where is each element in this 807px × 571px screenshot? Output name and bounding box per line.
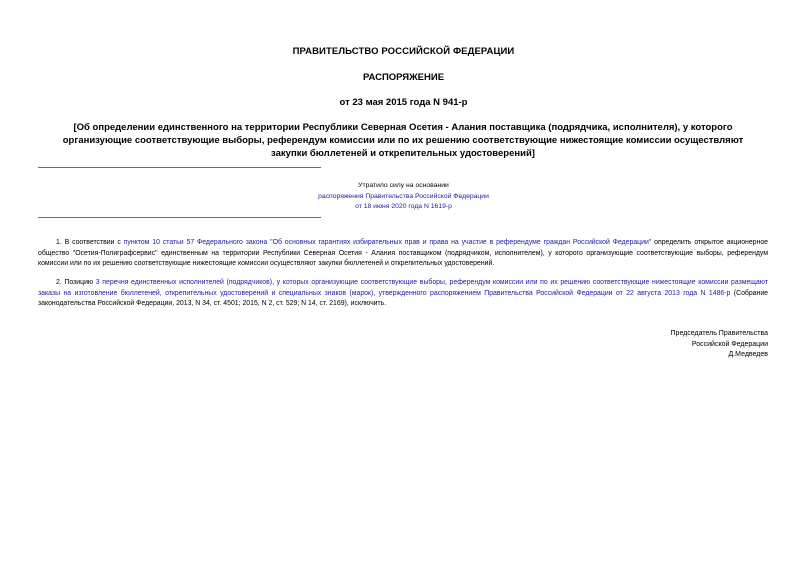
signature-country: Российской Федерации <box>691 340 768 348</box>
status-note-text: Утратило силу на основании <box>358 182 449 189</box>
status-note <box>300 181 507 213</box>
contractor-list-link[interactable]: 3 перечня единственных исполнителей (подрядчиков), у которых организующие соответствующие выборы, референдум комиссии или по их решению соответствующие нижестоящие комиссии размещают заказы на изготовление бюллетеней, открепительных удостоверений и специальных знаков (марок), утвержденного распоряжением Правительства Российской Федерации от 22 августа 2013 года N 1486-р <box>38 279 768 297</box>
divider-bottom <box>38 217 321 218</box>
repeal-order-date-link[interactable]: от 18 июня 2020 года N 1619-р <box>355 203 452 210</box>
document-subject-title: [Об определении единственного на территории Республики Северная Осетия - Алания поставщика (подрядчика, исполнителя), у которого организующие соответствующие выборы, референдум комиссии или по их решению соответствующие нижестоящие комиссии осуществляют закупки бюллетеней и открепительных удостоверений] <box>62 122 744 159</box>
government-heading: ПРАВИТЕЛЬСТВО РОССИЙСКОЙ ФЕДЕРАЦИИ <box>292 46 515 57</box>
paragraph-1-text: определить открытое акционерное общество "Осетия-Полиграфсервис" единственным на территории Республики Северная Осетия - Алания поставщиком (подрядчиком, исполнителем), у которого организующие соответствующие выборы, референдум комиссии или по их решению соответствующие нижестоящие комиссии осуществляют закупки бюллетеней и открепительных удостоверений. <box>38 239 768 268</box>
paragraph-2 <box>38 278 768 310</box>
paragraph-2-lead: 2. Позицию <box>56 279 96 286</box>
federal-law-link[interactable]: пунктом 10 статьи 57 Федерального закона "Об основных гарантиях избирательных прав и права на участие в референдуме граждан Российской Федерации" <box>123 239 652 246</box>
paragraph-2-text: (Собрание законодательства Российской Федерации, 2013, N 34, ст. 4501; 2015, N 2, ст. 529; N 14, ст. 2169), исключить. <box>38 289 768 308</box>
repeal-order-link[interactable]: распоряжения Правительства Российской Федерации <box>318 192 489 200</box>
paragraph-1 <box>38 238 768 270</box>
paragraph-1-lead: 1. В соответствии с <box>56 239 124 246</box>
signature-position: Председатель Правительства <box>670 330 768 337</box>
document-date-number: от 23 мая 2015 года N 941-р <box>339 97 468 108</box>
signature-name: Д.Медведев <box>728 351 768 359</box>
signature-block <box>560 329 768 361</box>
divider-top <box>38 167 321 168</box>
document-type-heading: РАСПОРЯЖЕНИЕ <box>362 72 445 83</box>
